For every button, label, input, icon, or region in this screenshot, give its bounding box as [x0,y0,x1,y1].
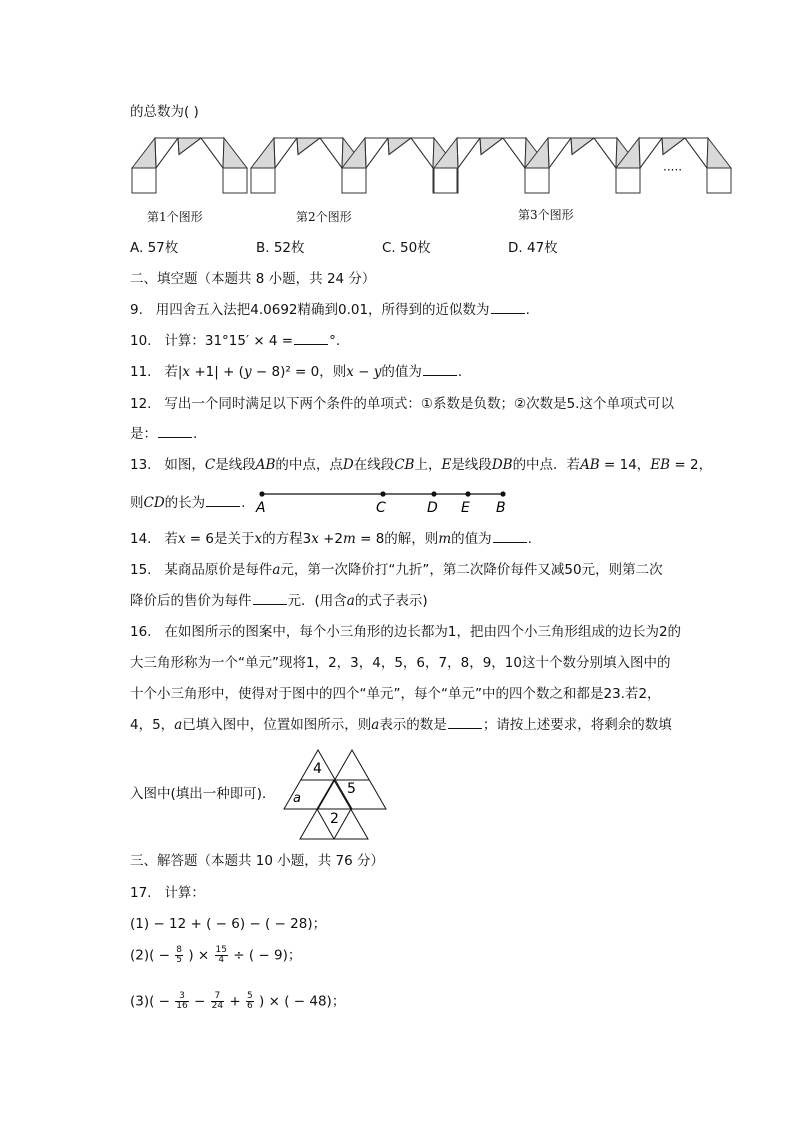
q13-text: 上， [414,457,442,473]
question-16-line-5: 入图中(填出一种即可)． [130,786,276,802]
q13-number: 13. [130,457,152,473]
fraction [175,946,183,965]
q13-text: 的中点．若 [512,457,581,473]
q11-number: 11. [130,364,152,380]
question-12-line-2 [130,425,197,443]
q10-answer-blank[interactable] [294,332,328,345]
q15-answer-blank[interactable] [253,592,287,605]
q16-text: ；请按上述要求，将剩余的数填 [482,717,672,733]
q13-var: CB [394,457,415,473]
q16-triangle-figure [280,740,390,840]
caption-figure-3: 第3个图形 [518,208,574,222]
matchstick [411,138,433,168]
shaded-triangle [132,138,156,168]
q14-text: = 6是关于 [185,531,255,547]
point-b [500,491,505,496]
matchstick [156,138,178,168]
q11-text: +1| + ( [190,364,244,380]
q17-text: ) × ( − 48)； [259,993,346,1010]
q14-text: 若 [164,531,178,547]
denominator: 5 [176,955,183,965]
option-a: A. 57枚 [130,240,179,256]
q13-line-segment-figure [250,486,520,520]
q15-number: 15. [130,562,152,578]
q15-var: a [272,562,281,578]
square [342,168,366,193]
q11-var: x [182,364,191,380]
q15-text: 降价后的售价为每件 [130,593,252,609]
point-d [431,491,436,496]
q16-var: a [371,717,380,733]
q9-number: 9. [130,302,143,318]
matchstick [503,138,525,168]
label-d: D [427,500,438,516]
square [525,168,549,193]
q17-text: − [194,993,206,1010]
q17-part-3 [130,992,345,1011]
matchstick [201,138,223,168]
fraction [211,992,224,1011]
q13-var: AB [580,457,600,473]
q13-text: = 14， [599,457,651,473]
section-3-title: 三、解答题（本题共 10 小题，共 76 分） [130,853,385,869]
q14-var: x [254,531,263,547]
question-16-line-2: 大三角形称为一个“单元”现将1，2，3，4，5，6，7，8，9，10这十个数分别填入图中的 [130,655,671,671]
numerator: 3 [175,992,188,1002]
matchstick [594,138,616,168]
q9-end: . [525,302,530,318]
fraction [246,992,254,1011]
q13-var: AB [255,457,276,473]
label-a: A [256,500,266,516]
label-c: C [376,500,386,516]
question-11 [130,363,462,381]
q17-text: ÷ ( − 9)； [233,947,302,964]
matchstick [366,138,388,168]
q14-number: 14. [130,531,152,547]
q16-answer-blank[interactable] [448,716,482,729]
square [223,168,247,193]
q15-text: 某商品原价是每件 [164,562,273,578]
cell-label-a: a [293,791,301,806]
fraction [215,946,228,965]
q17-text: (3)( − [130,993,170,1010]
q14-text: 的值为 [451,531,492,547]
q13-var: C [204,457,216,473]
q13-var: CD [143,495,165,511]
denominator: 4 [218,955,225,965]
label-e: E [461,500,470,516]
q10-number: 10. [130,333,152,349]
q10-end: °. [329,333,341,349]
q14-text: 的方程3 [262,531,312,547]
question-15-line-2 [130,592,428,610]
q16-number: 16. [130,624,152,640]
question-10 [130,332,340,350]
question-13-line-2 [130,494,245,512]
square [616,168,640,193]
question-16-line-1 [130,623,681,641]
option-b: B. 52枚 [256,240,305,256]
q16-text: 已填入图中，位置如图所示，则 [182,717,372,733]
point-c [380,491,385,496]
q8-pattern-figures [0,130,794,330]
q14-var: m [343,531,356,547]
q14-answer-blank[interactable] [493,530,527,543]
question-14 [130,530,532,548]
q11-text: 若| [164,364,183,380]
shaded-triangle [223,138,247,168]
matchstick [685,138,707,168]
square [251,168,275,193]
q13-text: 如图， [164,457,205,473]
matchstick [640,138,662,168]
q12-text: 写出一个同时满足以下两个条件的单项式：①系数是负数；②次数是5.这个单项式可以 [164,396,674,412]
q17-number: 17. [130,885,152,901]
question-13-line-1 [130,456,712,474]
q11-var: y [243,364,252,380]
inner-line [317,780,334,809]
question-16-line-3: 十个小三角形中，使得对于图中的四个“单元”，每个“单元”中的四个数之和都是23.若2， [130,686,661,702]
q13-text: 是线段 [215,457,256,473]
cell-label-4: 4 [313,761,322,777]
q12-end: . [193,426,198,442]
q17-text: ) × [188,947,210,964]
shaded-triangle [251,138,275,168]
q13-text: . [241,495,246,511]
numerator: 5 [247,991,253,1001]
point-a [259,491,264,496]
question-12-line-1 [130,395,674,413]
q11-text: − 8)² = 0，则 [251,364,347,380]
fraction [175,992,188,1011]
q16-text: 4，5， [130,717,175,733]
cell-label-2: 2 [330,811,339,827]
question-9 [130,301,530,319]
q13-text: 是线段 [451,457,492,473]
square [707,168,731,193]
q13-text: 的长为 [164,495,206,511]
q15-var: a [346,593,355,609]
q13-text: 的中点，点 [275,457,343,473]
q13-answer-blank[interactable] [206,494,240,507]
q15-text: 元，第一次降价打“九折”，第二次降价每件又减50元，则第二次 [280,562,663,578]
label-b: B [496,500,506,516]
q14-text: = 8的解，则 [355,531,439,547]
q14-text: . [527,531,532,547]
section-2-title: 二、填空题（本题共 8 小题，共 24 分） [130,271,376,287]
q14-text: +2 [318,531,344,547]
q11-answer-blank[interactable] [423,363,457,376]
q12-number: 12. [130,396,152,412]
q11-text: 的值为 [381,364,422,380]
numerator: 7 [211,992,224,1002]
caption-figure-1: 第1个图形 [147,210,203,224]
continuation-dots: ····· [663,163,683,177]
q17-text: (2)( − [130,947,170,964]
square [434,168,458,193]
q13-var: DB [491,457,513,473]
q16-text: 表示的数是 [379,717,447,733]
q15-text: 的式子表示) [354,593,428,609]
q14-var: x [311,531,319,547]
question-17-title [130,884,205,902]
denominator: 16 [176,1001,188,1011]
q14-var: x [177,531,186,547]
q11-expr: x − y [346,364,382,380]
square [433,168,457,193]
q11-end: . [457,364,463,380]
q17-text: + [229,993,241,1010]
q15-text: 元．(用含 [287,593,347,609]
caption-figure-2: 第2个图形 [296,210,352,224]
square [132,168,156,193]
q16-text: 在如图所示的图案中，每个小三角形的边长都为1，把由四个小三角形组成的边长为2的 [164,624,682,640]
q13-text: 在线段 [353,457,395,473]
numerator: 15 [215,945,227,955]
q13-text: 则 [130,495,144,511]
q13-text: = 2， [670,457,713,473]
q13-var: D [342,457,354,473]
q16-var: a [174,717,183,733]
shaded-triangle [707,138,731,168]
q9-answer-blank[interactable] [491,301,525,314]
q10-text: 计算：31°15′ × 4 = [164,333,294,349]
q17-text: 计算： [164,885,205,901]
q17-part-1: (1) − 12 + ( − 6) − ( − 28)； [130,916,327,932]
q13-var: E [441,457,452,473]
matchstick [549,138,571,168]
question-15-line-1 [130,561,663,579]
option-c: C. 50枚 [382,240,431,256]
option-d: D. 47枚 [508,240,558,256]
denominator: 24 [211,1001,224,1011]
q14-var: m [438,531,452,547]
matchstick [320,138,342,168]
matchstick [275,138,297,168]
q17-part-2 [130,946,301,965]
question-16-line-4 [130,716,672,734]
q13-var: EB [650,457,671,473]
cell-label-5: 5 [347,781,356,797]
numerator: 8 [176,945,183,955]
point-e [465,491,470,496]
q9-text: 用四舍五入法把4.0692精确到0.01，所得到的近似数为 [155,302,490,318]
q12-text: 是： [130,426,157,442]
matchstick [458,138,480,168]
q8-tail: 的总数为( ) [130,104,199,120]
q12-answer-blank[interactable] [158,425,192,438]
denominator: 6 [247,1001,253,1011]
